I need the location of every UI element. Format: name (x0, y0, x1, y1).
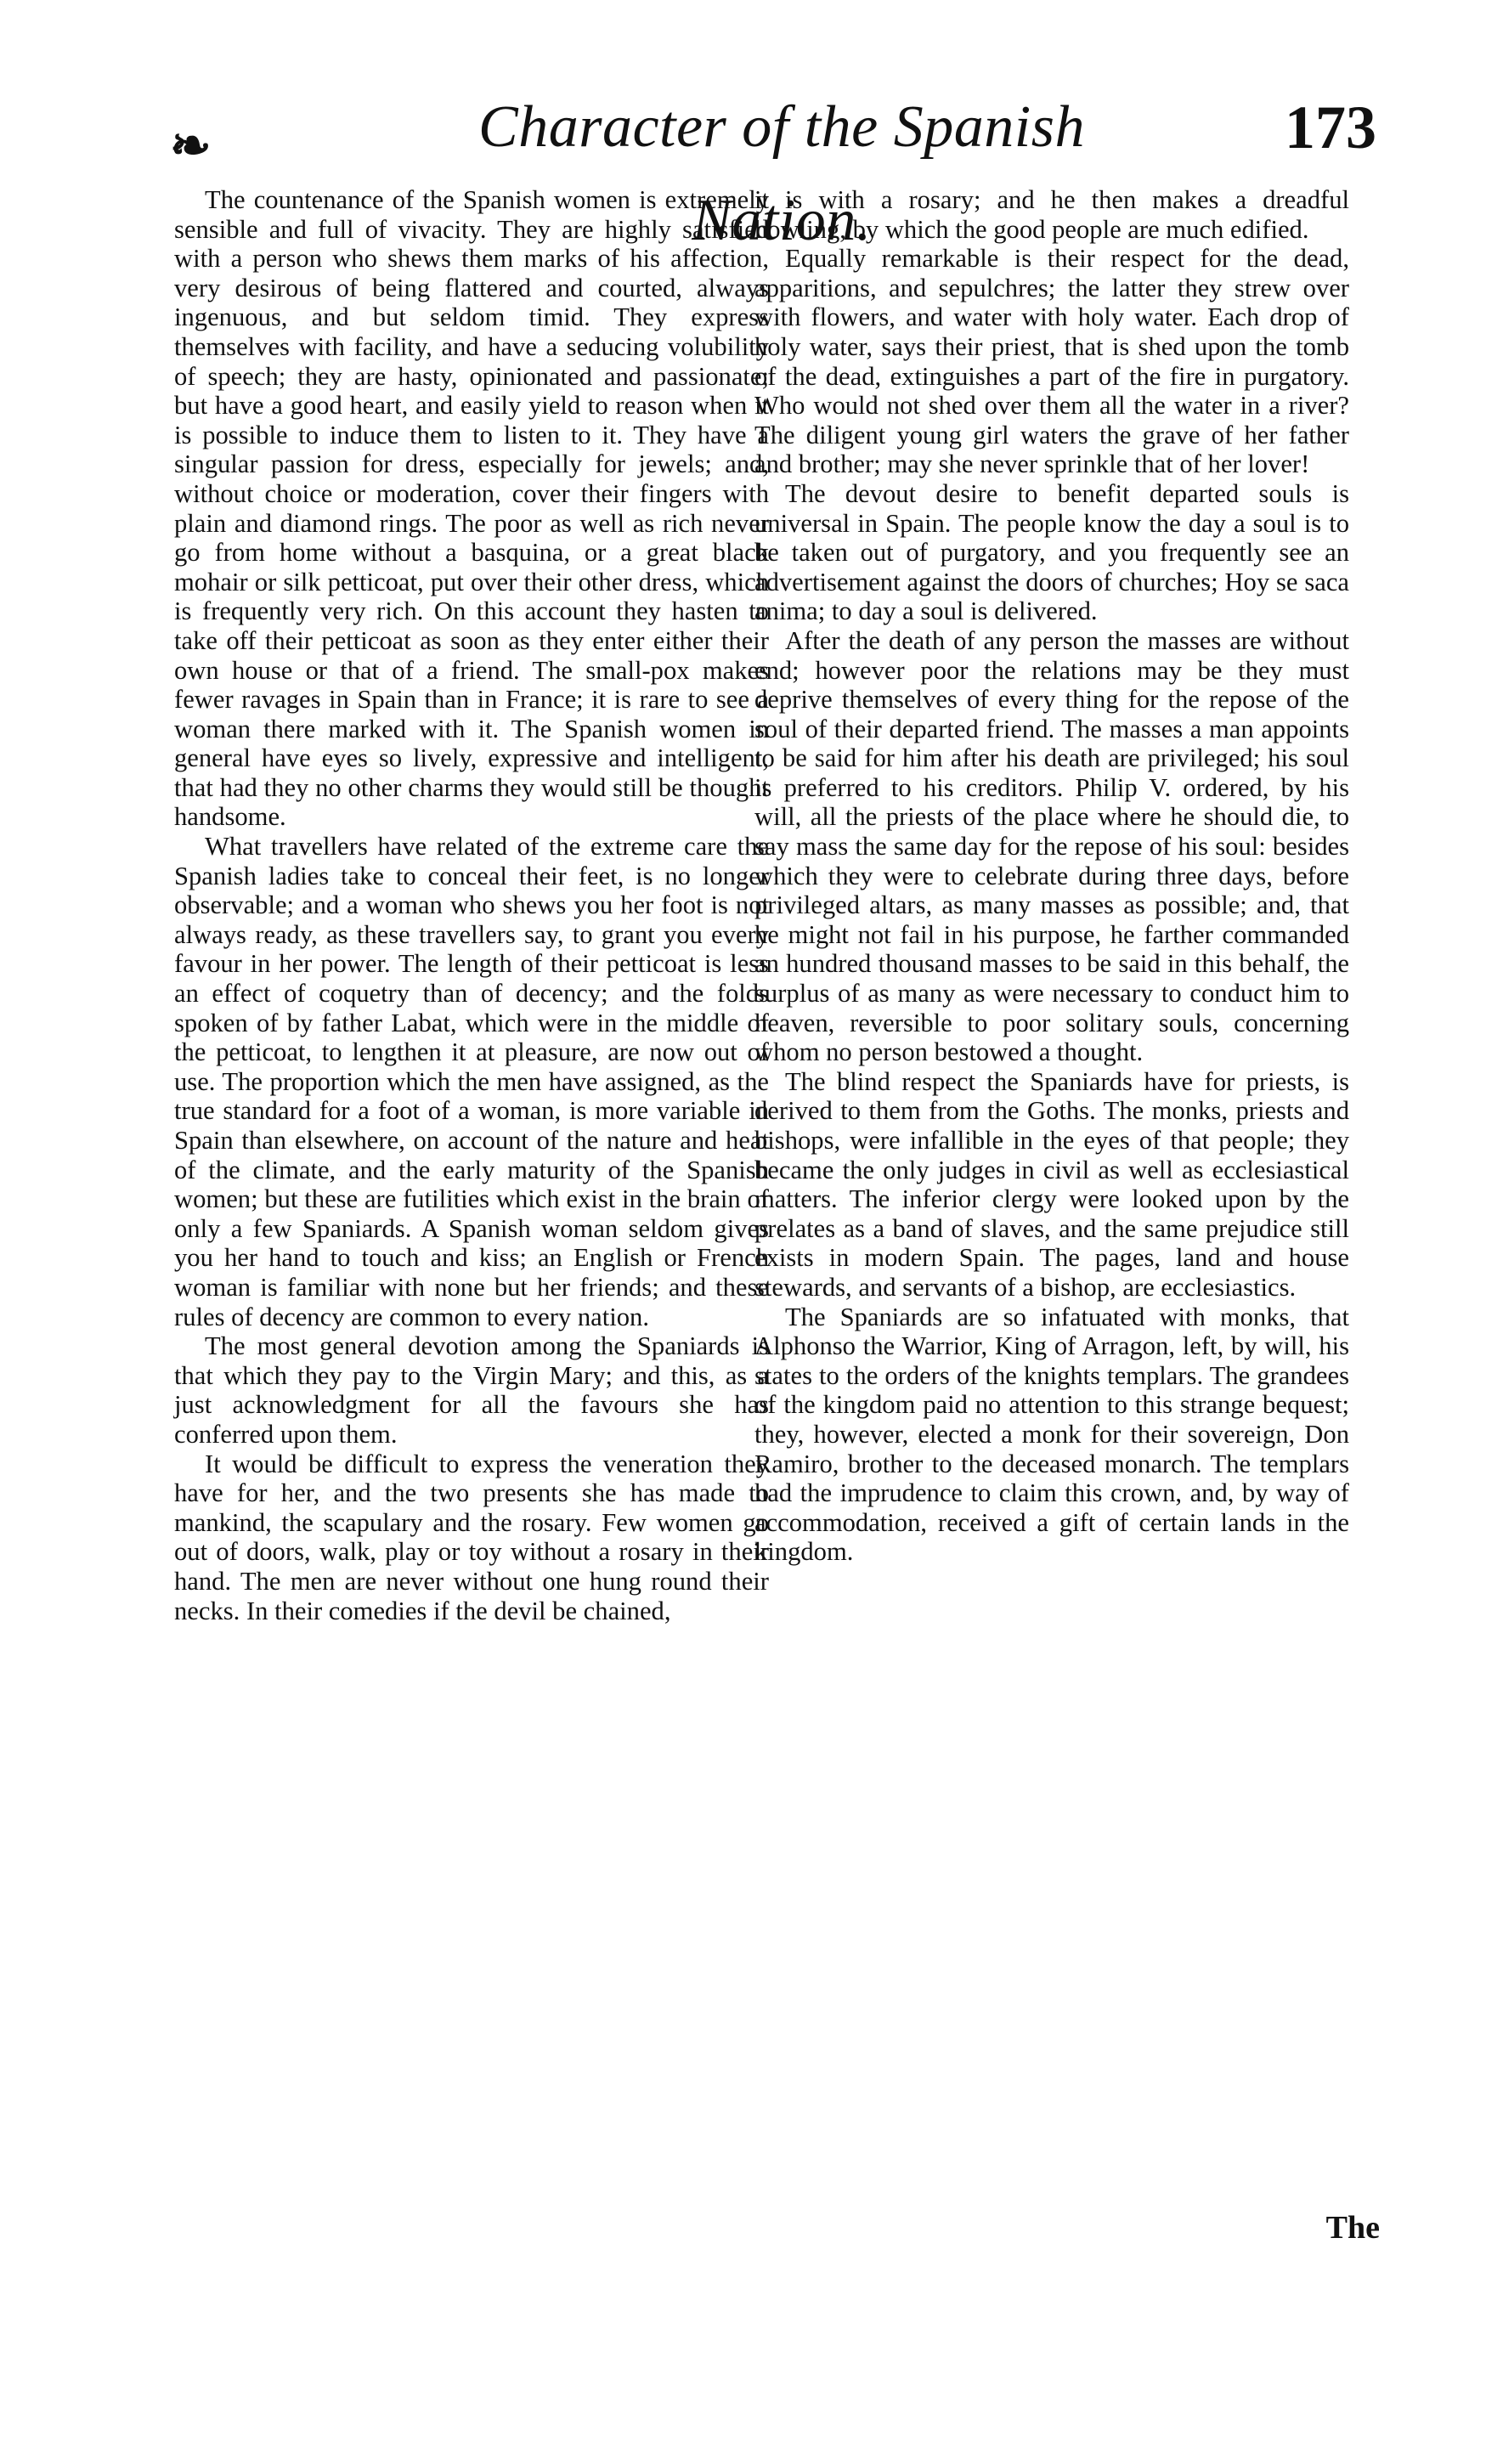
printer-ornament-icon: ❧ (170, 118, 212, 173)
catchword: The (1325, 2210, 1380, 2246)
paragraph: The Spaniards are so infatuated with monks, that Alphonso the Warrior, King of Arragon, left, by will, his states to the orders of the knights templars. The grandees of the kingdom paid no attention to this strange bequest; they, however, elected a monk for their sovereign, Don Ramiro, brother to the deceased monarch. The templars had the imprudence to claim this crown, and, by way of accommodation, received a gift of certain lands in the kingdom. (754, 1302, 1349, 1567)
paragraph: Equally remarkable is their respect for the dead, apparitions, and sepulchres; the latter they strew over with flowers, and water with holy water. Each drop of holy water, says their priest, that is shed upon the tomb of the dead, extinguishes a part of the fire in purgatory. Who would not shed over them all the water in a river? The diligent young girl waters the grave of her father and brother; may she never sprinkle that of her lover! (754, 244, 1349, 479)
paragraph: What travellers have related of the extreme care the Spanish ladies take to conceal their feet, is no longer observable; and a woman who shews you her foot is not always ready, as these travellers say, to grant you every favour in her power. The length of their petticoat is less an effect of coquetry than of decency; and the folds spoken of by father Labat, which were in the middle of the petticoat, to lengthen it at pleasure, are now out of use. The proportion which the men have assigned, as the true standard for a foot of a woman, is more variable in Spain than elsewhere, on account of the nature and heat of the climate, and the early maturity of the Spanish women; but these are futilities which exist in the brain of only a few Spaniards. A Spanish woman seldom gives you her hand to touch and kiss; an English or French woman is familiar with none but her friends; and these rules of decency are common to every nation. (174, 832, 769, 1331)
paragraph: The countenance of the Spanish women is extremely sensible and full of vivacity. They are highly satisfied with a person who shews them marks of his affection, very desirous of being flattered and courted, always ingenuous, and but seldom timid. They express themselves with facility, and have a seducing volubility of speech; they are hasty, opinionated and passionate; but have a good heart, and easily yield to reason when it is possible to induce them to listen to it. They have a singular passion for dress, especially for jewels; and, without choice or moderation, cover their fingers with plain and diamond rings. The poor as well as rich never go from home without a basquina, or a great black mohair or silk petticoat, put over their other dress, which is frequently very rich. On this account they hasten to take off their petticoat as soon as they enter either their own house or that of a friend. The small-pox makes fewer ravages in Spain than in France; it is rare to see a woman there marked with it. The Spanish women in general have eyes so lively, expressive and intelligent, that had they no other charms they would still be thought handsome. (174, 185, 769, 832)
paragraph: It would be difficult to express the veneration they have for her, and the two presents she has made to mankind, the scapulary and the rosary. Few women go out of doors, walk, play or toy without a rosary in their hand. The men are never without one hung round their necks. In their comedies if the devil be chained, (174, 1449, 769, 1625)
running-title: Character of the Spanish Nation. (478, 94, 1085, 253)
page-number: 173 (1285, 93, 1376, 161)
paragraph: The blind respect the Spaniards have for priests, is derived to them from the Goths. The monks, priests and bishops, were infallible in the eyes of that people; they became the only judges in civil as well as ecclesiastical matters. The inferior clergy were looked upon by the prelates as a band of slaves, and the same prejudice still exists in modern Spain. The pages, land and house stewards, and servants of a bishop, are ecclesiastics. (754, 1066, 1349, 1302)
paragraph: it is with a rosary; and he then makes a dreadful howling, by which the good people are much edified. (754, 185, 1349, 244)
right-column (754, 185, 1349, 1567)
paragraph: The devout desire to benefit departed souls is universal in Spain. The people know the day a soul is to be taken out of purgatory, and you frequently see an advertisement against the doors of churches; Hoy se saca anima; to day a soul is delivered. (754, 478, 1349, 626)
paragraph: After the death of any person the masses are without end; however poor the relations may be they must deprive themselves of every thing for the repose of the soul of their departed friend. The masses a man appoints to be said for him after his death are privileged; his soul is preferred to his creditors. Philip V. ordered, by his will, all the priests of the place where he should die, to say mass the same day for the repose of his soul: besides which they were to celebrate during three days, before privileged altars, as many masses as possible; and, that he might not fail in his purpose, he farther commanded an hundred thousand masses to be said in this behalf, the surplus of as many as were necessary to conduct him to heaven, reversible to poor solitary souls, concerning whom no person bestowed a thought. (754, 625, 1349, 1067)
left-column (174, 185, 769, 1625)
paragraph: The most general devotion among the Spaniards is that which they pay to the Virgin Mary; and this, as a just acknowledgment for all the favours she has conferred upon them. (174, 1331, 769, 1449)
